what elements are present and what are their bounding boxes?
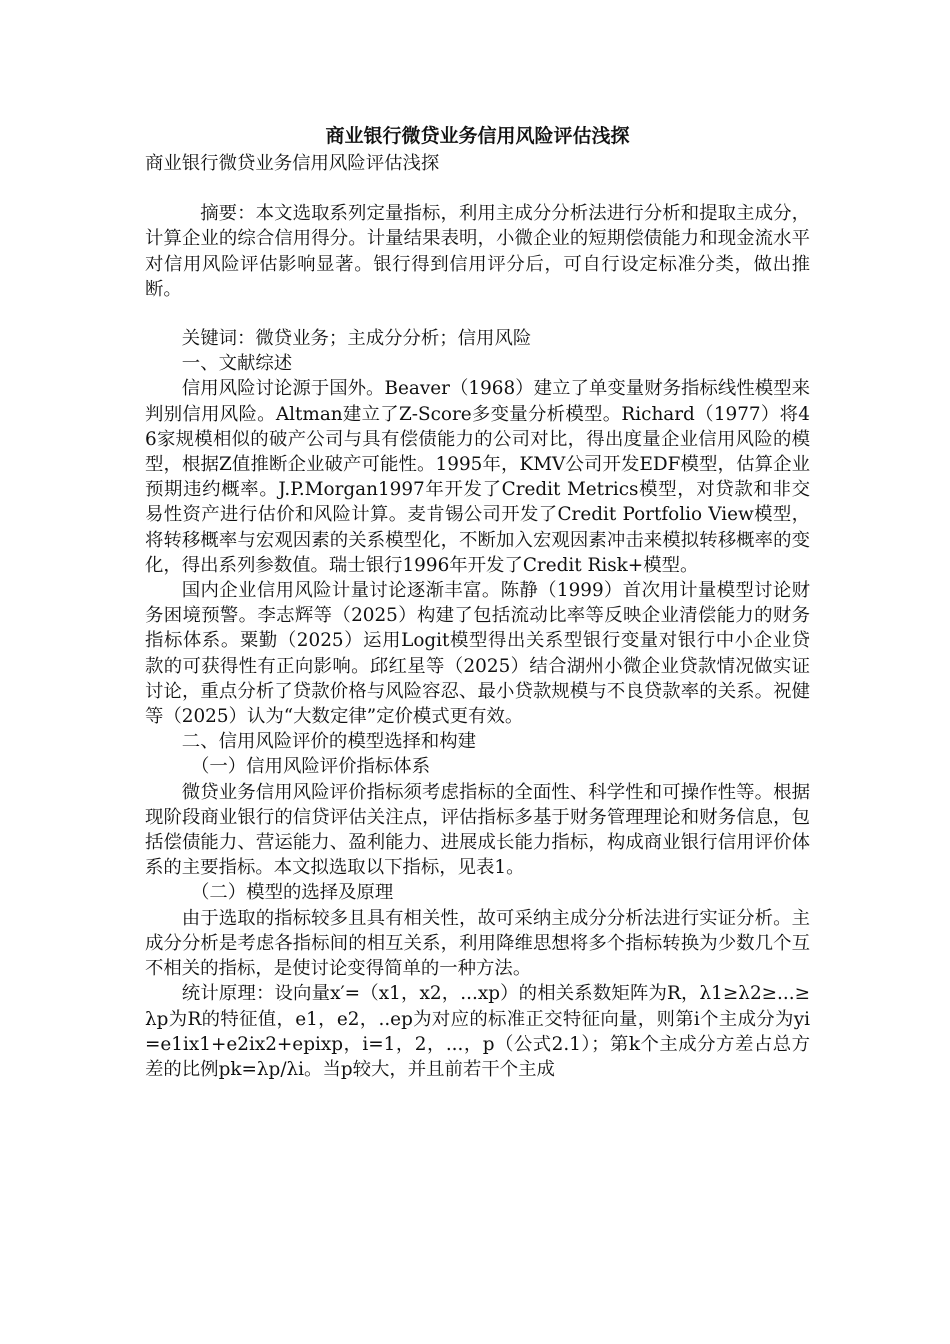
section1-paragraph-1: 信用风险讨论源于国外。Beaver（1968）建立了单变量财务指标线性模型来判别信用风险。Altman建立了Z-Score多变量分析模型。Richard（1977）将46家规模相似的破产公司与具有偿债能力的公司对比，得出度量企业信用风险的模型，根据Z值推断企业破产可能性。1995年，KMV公司开发EDF模型，估算企业预期违约概率。J.P.Morgan1997年开发了Credit Metrics模型，对贷款和非交易性资产进行估价和风险计算。麦肯锡公司开发了Credit Portfolio View模型，将转移概率与宏观因素的关系模型化，不断加入宏观因素冲击来模拟转移概率的变化，得出系列参数值。瑞士银行1996年开发了Credit Risk+模型。 bbox=[145, 378, 810, 576]
document-title: 商业银行微贷业务信用风险评估浅探 bbox=[325, 125, 630, 147]
spacer bbox=[145, 302, 810, 326]
section1-paragraph-2: 国内企业信用风险计量讨论逐渐丰富。陈静（1999）首次用计量模型讨论财务困境预警。李志辉等（2025）构建了包括流动比率等反映企业清偿能力的财务指标体系。粟勤（2025）运用Logit模型得出关系型银行变量对银行中小企业贷款的可获得性有正向影响。邱红星等（2025）结合湖州小微企业贷款情况做实证讨论，重点分析了贷款价格与风险容忍、最小贷款规模与不良贷款率的关系。祝健等（2025）认为“大数定律”定价模式更有效。 bbox=[145, 580, 810, 728]
section2-paragraph-3: 统计原理：设向量x′=（x1，x2，...xp）的相关系数矩阵为R，λ1≥λ2≥...≥λp为R的特征值，e1，e2，..ep为对应的标准正交特征向量，则第i个主成分为yi=e1ix1+e2ix2+epixp，i=1，2，...，p（公式2.1）；第k个主成分方差占总方差的比例pk=λp/λi。当p较大，并且前若干个主成 bbox=[145, 983, 810, 1080]
section2-paragraph-2: 由于选取的指标较多且具有相关性，故可采纳主成分分析法进行实证分析。主成分分析是考虑各指标间的相互关系，利用降维思想将多个指标转换为少数几个互不相关的指标，是使讨论变得简单的一种方法。 bbox=[145, 907, 810, 980]
document-subtitle: 商业银行微贷业务信用风险评估浅探 bbox=[145, 153, 440, 174]
keywords-line: 关键词：微贷业务；主成分分析；信用风险 bbox=[181, 328, 532, 350]
section2-paragraph-1: 微贷业务信用风险评价指标须考虑指标的全面性、科学性和可操作性等。根据现阶段商业银行的信贷评估关注点，评估指标多基于财务管理理论和财务信息，包括偿债能力、营运能力、盈利能力、进展成长能力指标，构成商业银行信用评价体系的主要指标。本文拟选取以下指标，见表1。 bbox=[145, 781, 810, 879]
abstract-paragraph: 摘要：本文选取系列定量指标，利用主成分分析法进行分析和提取主成分，计算企业的综合信用得分。计量结果表明，小微企业的短期偿债能力和现金流水平对信用风险评估影响显著。银行得到信用评分后，可自行设定标准分类，做出推断。 bbox=[145, 203, 810, 300]
section2-subheading-1: （一）信用风险评价指标体系 bbox=[191, 756, 431, 778]
section2-subheading-2: （二）模型的选择及原理 bbox=[191, 882, 394, 904]
spacer bbox=[145, 176, 810, 201]
section1-heading: 一、文献综述 bbox=[181, 353, 293, 375]
document-page bbox=[145, 120, 810, 1082]
section2-heading: 二、信用风险评价的模型选择和构建 bbox=[181, 731, 477, 753]
